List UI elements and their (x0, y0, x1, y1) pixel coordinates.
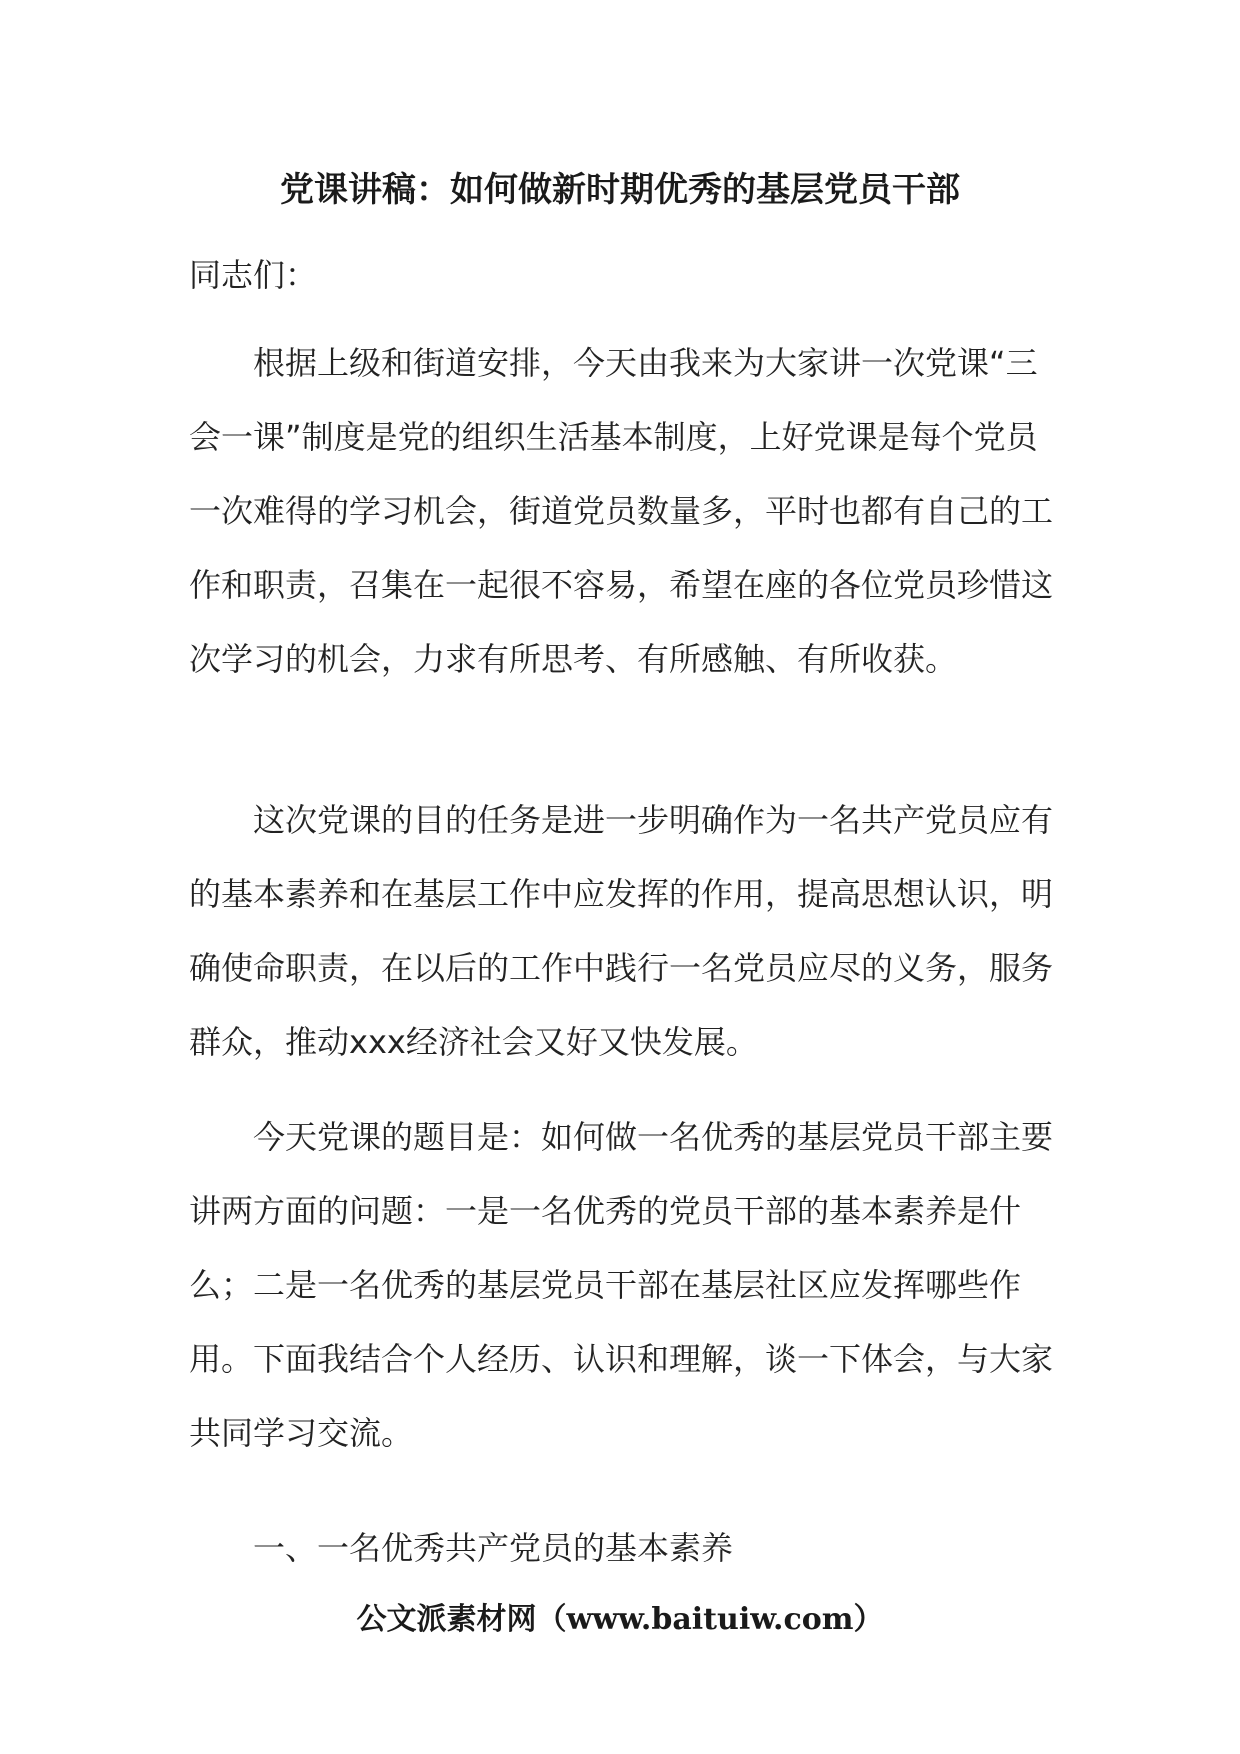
section-heading-1: 一、一名优秀共产党员的基本素养 (253, 1529, 734, 1567)
footer-watermark: 公文派素材网（www.baituiw.com） (356, 1602, 884, 1637)
paragraph-2: 这次党课的目的任务是进一步明确作为一名共产党员应有的基本素养和在基层工作中应发挥的作用，提高思想认识，明确使命职责，在以后的工作中践行一名党员应尽的义务，服务群众，推动xxx经济社会又好又快发展。 (189, 801, 1054, 1061)
paragraph-3: 今天党课的题目是：如何做一名优秀的基层党员干部主要讲两方面的问题：一是一名优秀的党员干部的基本素养是什么；二是一名优秀的基层党员干部在基层社区应发挥哪些作用。下面我结合个人经历、认识和理解，谈一下体会，与大家共同学习交流。 (189, 1118, 1054, 1452)
document-title: 党课讲稿：如何做新时期优秀的基层党员干部 (280, 170, 960, 210)
paragraph-1: 根据上级和街道安排，今天由我来为大家讲一次党课“三会一课”制度是党的组织生活基本制度，上好党课是每个党员一次难得的学习机会，街道党员数量多，平时也都有自己的工作和职责，召集在一起很不容易，希望在座的各位党员珍惜这次学习的机会，力求有所思考、有所感触、有所收获。 (189, 344, 1054, 678)
salutation: 同志们： (189, 256, 318, 294)
